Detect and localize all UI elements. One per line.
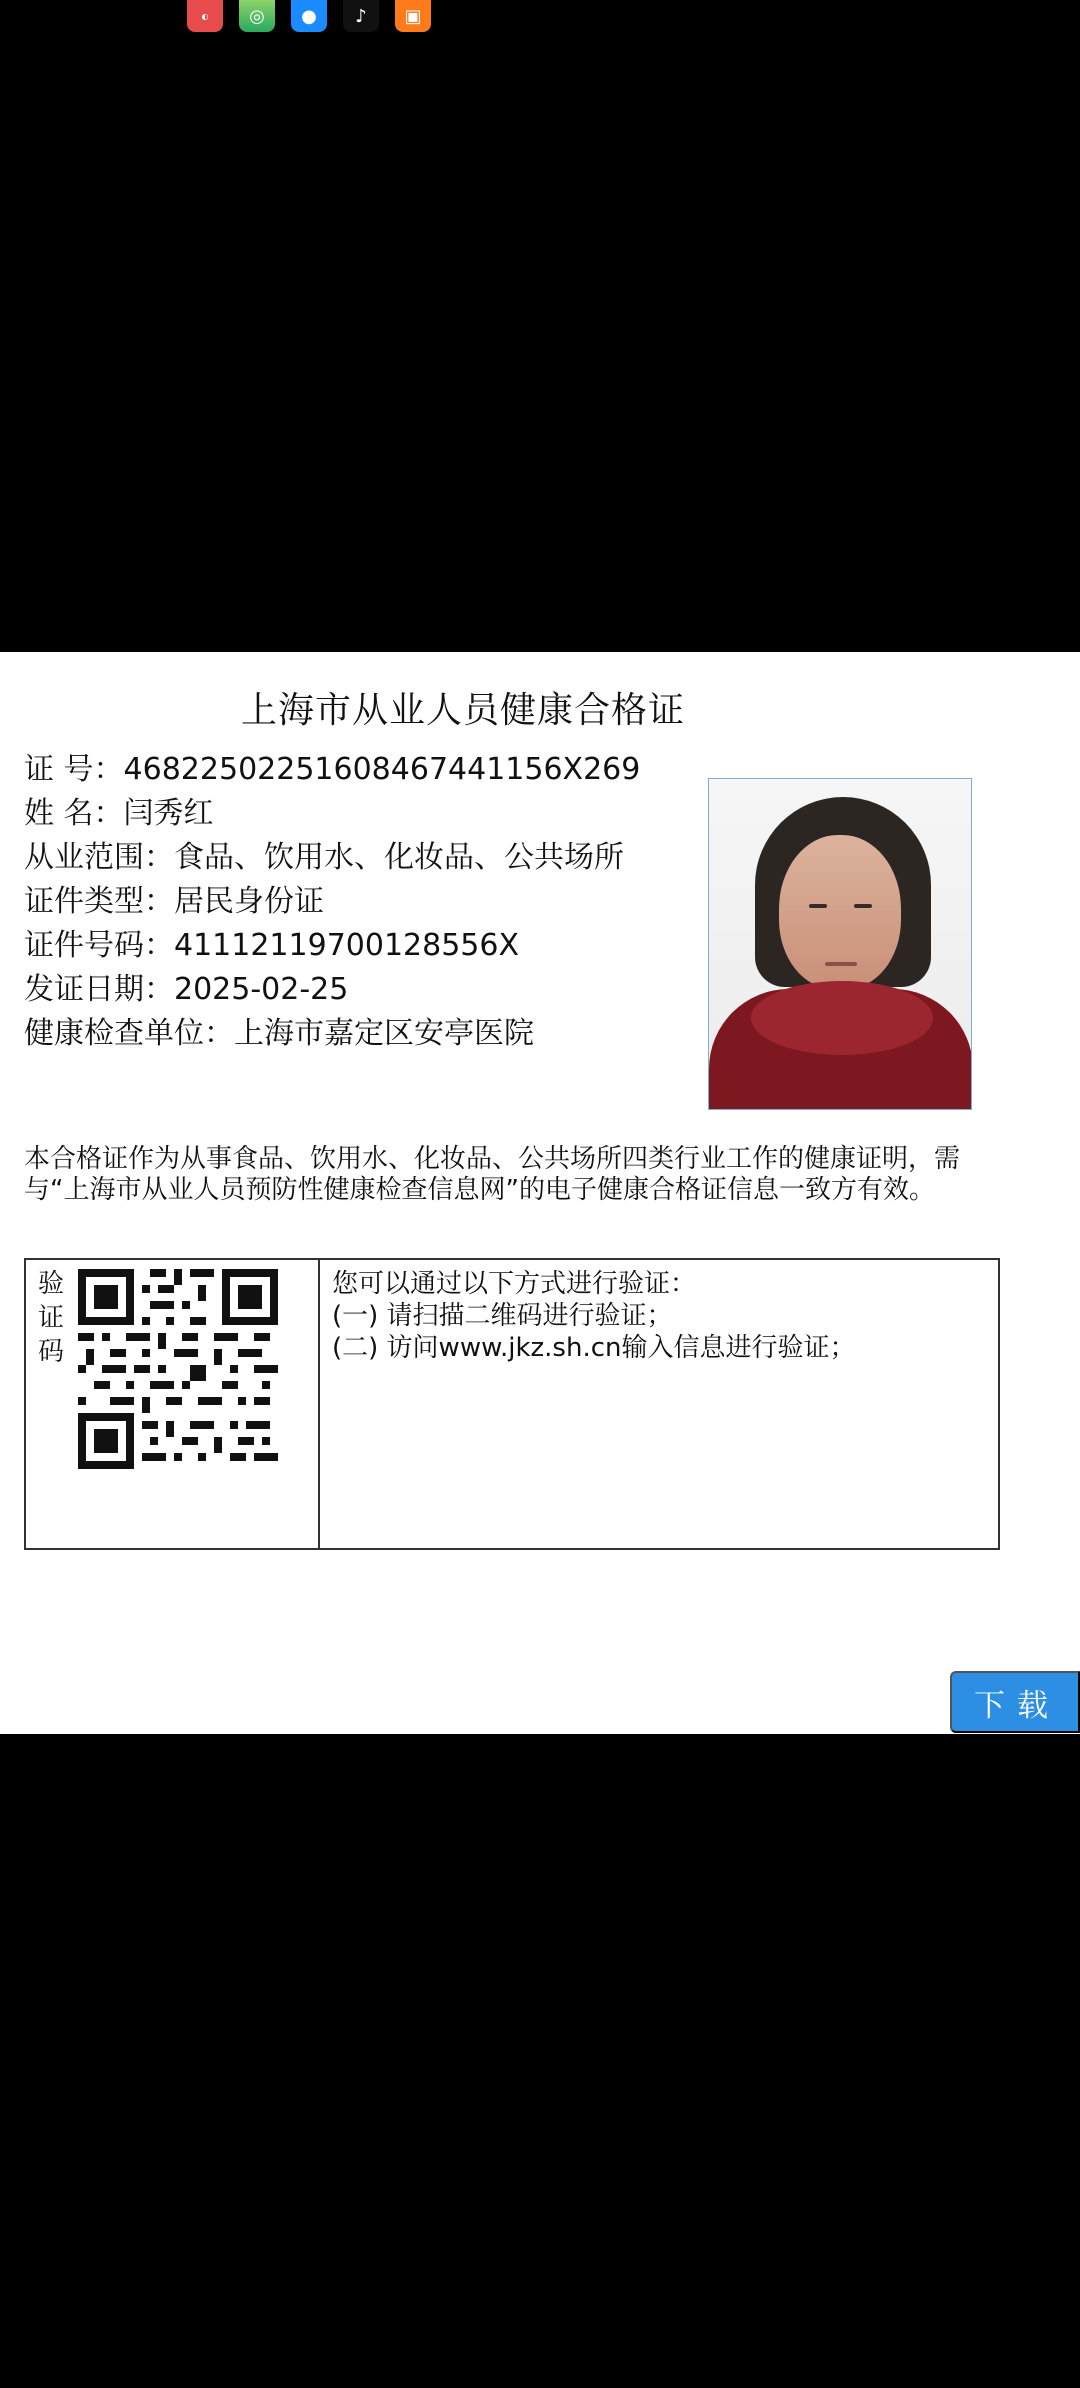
tiktok-app-icon: ♪ bbox=[343, 0, 379, 32]
verification-section bbox=[24, 1258, 1000, 1550]
verification-instructions bbox=[332, 1268, 982, 1364]
verification-instruction-title: 您可以通过以下方式进行验证： bbox=[332, 1269, 697, 1299]
verification-code-label: 验证码 bbox=[38, 1269, 65, 1367]
id-number-label: 证件号码： bbox=[24, 928, 174, 963]
qr-code bbox=[78, 1269, 278, 1469]
id-type-label: 证件类型： bbox=[24, 884, 174, 919]
name-label: 姓 名： bbox=[24, 796, 124, 831]
holder-photo bbox=[708, 778, 972, 1110]
occupation-scope-row bbox=[24, 832, 624, 876]
id-type-value: 居民身份证 bbox=[174, 884, 324, 919]
photo-scarf bbox=[751, 981, 933, 1055]
photo-left-eye bbox=[809, 904, 827, 908]
certificate-title: 上海市从业人员健康合格证 bbox=[240, 690, 685, 731]
certificate-number-value: 46822502251608467441156X269 bbox=[123, 752, 641, 787]
health-certificate bbox=[0, 652, 1080, 1734]
download-button[interactable]: 下载 bbox=[950, 1671, 1080, 1733]
id-number-row bbox=[24, 920, 519, 964]
issue-date-value: 2025-02-25 bbox=[174, 972, 349, 1007]
exam-unit-row bbox=[24, 1008, 534, 1052]
verification-instruction-qr: (一) 请扫描二维码进行验证； bbox=[332, 1301, 673, 1331]
occupation-scope-label: 从业范围： bbox=[24, 840, 174, 875]
occupation-scope-value: 食品、饮用水、化妆品、公共场所 bbox=[174, 840, 624, 875]
exam-unit-label: 健康检查单位： bbox=[24, 1016, 234, 1051]
name-row bbox=[24, 788, 214, 832]
huawei-app-icon: ◐ bbox=[187, 0, 223, 32]
exam-unit-value: 上海市嘉定区安亭医院 bbox=[234, 1016, 534, 1051]
orange-app-icon: ▣ bbox=[395, 0, 431, 32]
id-type-row bbox=[24, 876, 324, 920]
certificate-number-label: 证 号： bbox=[24, 752, 124, 787]
certificate-number-row bbox=[24, 744, 640, 788]
verification-instruction-website: (二) 访问www.jkz.sh.cn输入信息进行验证； bbox=[332, 1333, 856, 1363]
status-bar-app-icons bbox=[187, 0, 431, 32]
issue-date-row bbox=[24, 964, 348, 1008]
message-app-icon: ● bbox=[291, 0, 327, 32]
photo-mouth bbox=[825, 962, 857, 966]
green-app-icon: ◎ bbox=[239, 0, 275, 32]
certificate-notice: 本合格证作为从事食品、饮用水、化妆品、公共场所四类行业工作的健康证明，需 与“上海市从业人员预防性健康检查信息网”的电子健康合格证信息一致方有效。 bbox=[24, 1144, 961, 1205]
verification-code-panel bbox=[26, 1260, 320, 1548]
id-number-value: 41112119700128556X bbox=[174, 928, 520, 963]
name-value: 闫秀红 bbox=[123, 796, 214, 831]
photo-right-eye bbox=[854, 904, 872, 908]
issue-date-label: 发证日期： bbox=[24, 972, 174, 1007]
